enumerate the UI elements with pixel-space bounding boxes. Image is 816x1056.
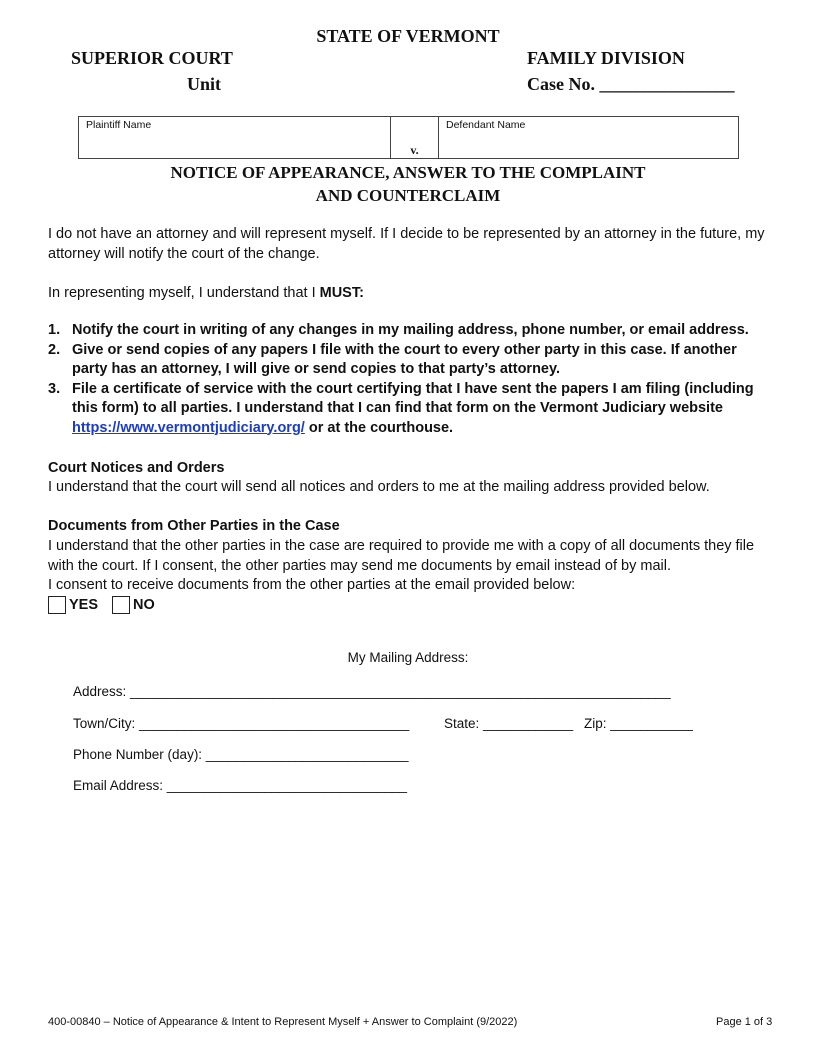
list-item [48, 341, 776, 380]
phone-field[interactable]: Phone Number (day): ___________________________ [73, 747, 409, 762]
email-field[interactable]: Email Address: ________________________________ [73, 778, 408, 793]
state-heading: STATE OF VERMONT [316, 26, 500, 46]
must-keyword: MUST: [319, 285, 364, 301]
title-line-1: NOTICE OF APPEARANCE, ANSWER TO THE COMPLAINT [170, 163, 646, 182]
mailing-address-heading: My Mailing Address: [347, 650, 469, 665]
defendant-label: Defendant Name [446, 119, 526, 131]
documents-heading: Documents from Other Parties in the Case [48, 518, 340, 534]
court-notices-text: I understand that the court will send all notices and orders to me at the mailing address provided below. [48, 479, 710, 495]
list-number: 3. [48, 380, 61, 397]
division-name: FAMILY DIVISION [527, 48, 685, 68]
address-field[interactable]: Address: ________________________________________________________________________ [73, 684, 671, 699]
versus-label: v. [410, 143, 419, 157]
list-text: Give or send copies of any papers I file with the court to every other party in this case. If another party has an attorney, I will give or send copies to that party’s attorney. [72, 341, 737, 377]
yes-label: YES [69, 597, 99, 613]
defendant-name-field[interactable] [439, 117, 738, 158]
no-label: NO [133, 597, 155, 613]
self-representation-statement: I do not have an attorney and will represent myself. If I decide to be represented by an attorney in the future, my attorney will notify the court of the change. [48, 226, 765, 262]
email-consent-options [48, 596, 169, 614]
court-notices-heading: Court Notices and Orders [48, 460, 225, 476]
state-field[interactable]: State: ____________ [444, 716, 574, 731]
form-identifier: 400-00840 – Notice of Appearance & Intent to Represent Myself + Answer to Complaint (9/2022) [48, 1016, 518, 1028]
parties-box [78, 116, 739, 159]
case-number-field[interactable]: Case No. _______________ [527, 74, 735, 94]
list-text-suffix: or at the courthouse. [304, 419, 454, 436]
town-city-field[interactable]: Town/City: ____________________________________ [73, 716, 410, 731]
list-item [48, 321, 776, 341]
must-prefix: In representing myself, I understand that I [48, 285, 320, 301]
list-text: Notify the court in writing of any changes in my mailing address, phone number, or email address. [72, 322, 749, 338]
list-number: 2. [48, 341, 61, 358]
list-number: 1. [48, 322, 61, 338]
email-consent-text: I consent to receive documents from the other parties at the email provided below: [48, 577, 576, 593]
yes-checkbox[interactable] [48, 596, 66, 614]
court-name: SUPERIOR COURT [71, 48, 233, 68]
zip-field[interactable]: Zip: ___________ [584, 716, 693, 731]
must-statement [48, 284, 776, 304]
list-text: File a certificate of service with the court certifying that I have sent the papers I am filing (including this form) to all parties. I understand that I can find that form on the Vermont Judiciary website [72, 380, 754, 416]
obligations-list [48, 321, 776, 438]
versus-cell [391, 117, 439, 158]
plaintiff-label: Plaintiff Name [86, 119, 152, 131]
title-line-2: AND COUNTERCLAIM [315, 186, 501, 205]
judiciary-website-link[interactable]: https://www.vermontjudiciary.org/ [72, 419, 305, 436]
no-checkbox[interactable] [112, 596, 130, 614]
unit-label: Unit [187, 74, 222, 94]
document-title [0, 161, 816, 207]
documents-text: I understand that the other parties in the case are required to provide me with a copy of all documents they file with the court. If I consent, the other parties may send me documents by email instead of by mail. [48, 538, 755, 574]
list-item [48, 380, 776, 439]
page-number: Page 1 of 3 [716, 1016, 773, 1028]
plaintiff-name-field[interactable] [79, 117, 391, 158]
